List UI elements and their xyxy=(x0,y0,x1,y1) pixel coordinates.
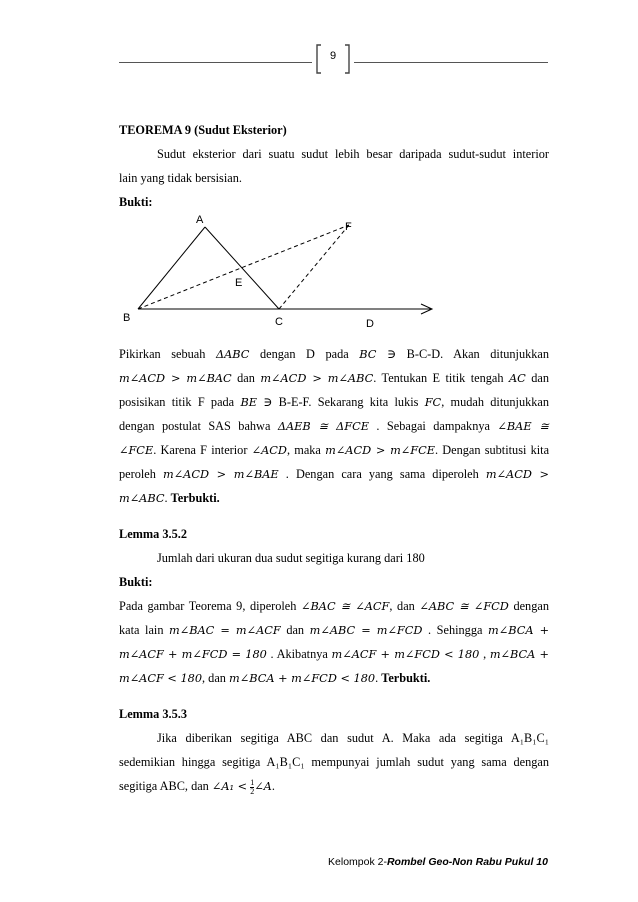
theorem-statement-line-2: lain yang tidak bersisian. xyxy=(119,171,242,185)
page-number: 9 xyxy=(329,50,337,62)
proof-line-1: Pikirkan sebuah ΔABC dengan D pada BC ∋ B-C-D. Akan ditunjukkan xyxy=(119,347,550,361)
lemma-353-line-2: sedemikian hingga segitiga A₁B₁C₁ mempunyai jumlah sudut yang sama dengan xyxy=(119,755,549,769)
theorem-title: TEOREMA 9 (Sudut Eksterior) xyxy=(119,123,287,137)
proof-line-6: peroleh m∠ACD > m∠BAE . Dengan cara yang sama diperoleh m∠ACD > xyxy=(119,467,550,481)
lemma-352-statement: Jumlah dari ukuran dua sudut segitiga kurang dari 180 xyxy=(157,551,425,565)
lemma-353-line-3: segitiga ABC, dan ∠A₁ < $\frac{1}{2}$ ∠A. xyxy=(119,777,275,796)
proof-line-4: dengan postulat SAS bahwa ΔAEB ≅ ΔFCE . Sebagai dampaknya ∠BAE ≅ xyxy=(119,419,549,433)
lemma-353-line-1: Jika diberikan segitiga ABC dan sudut A. Maka ada segitiga A₁B₁C₁ xyxy=(157,731,549,745)
segment-ab xyxy=(138,227,205,309)
segment-bf-dashed xyxy=(138,225,349,309)
lemma-352-line-1: Pada gambar Teorema 9, diperoleh ∠BAC ≅ ∠ACF, dan ∠ABC ≅ ∠FCD dengan xyxy=(119,599,549,613)
one-half-fraction: $\frac{1}{2}$ xyxy=(250,777,255,796)
segment-cf-dashed xyxy=(279,225,349,309)
segment-ac xyxy=(205,227,279,309)
header-rule-left xyxy=(119,62,312,63)
label-e: E xyxy=(235,277,243,289)
proof-line-2: m∠ACD > m∠BAC dan m∠ACD > m∠ABC. Tentukan E titik tengah AC dan xyxy=(119,371,549,385)
label-b: B xyxy=(123,312,131,324)
proof-line-5: ∠FCE. Karena F interior ∠ACD, maka m∠ACD > m∠FCE. Dengan subtitusi kita xyxy=(119,443,550,457)
theorem-statement-line-1: Sudut eksterior dari suatu sudut lebih besar daripada sudut-sudut interior xyxy=(157,147,549,161)
lemma-352-title: Lemma 3.5.2 xyxy=(119,527,187,541)
header-rule-right xyxy=(354,62,548,63)
lemma-352-line-4: m∠ACF < 180, dan m∠BCA + m∠FCD < 180. Terbukti. xyxy=(119,671,431,685)
proof-line-7: m∠ABC. Terbukti. xyxy=(119,491,220,505)
theorem-proof-label: Bukti: xyxy=(119,195,153,209)
label-c: C xyxy=(275,316,283,328)
lemma-352-line-2: kata lain m∠BAC = m∠ACF dan m∠ABC = m∠FCD . Sehingga m∠BCA + xyxy=(119,623,550,637)
proof-line-3: posisikan titik F pada BE ∋ B-E-F. Sekarang kita lukis FC, mudah ditunjukkan xyxy=(119,395,550,409)
lemma-353-title: Lemma 3.5.3 xyxy=(119,707,187,721)
exterior-angle-figure xyxy=(119,210,449,332)
label-a: A xyxy=(196,214,204,226)
lemma-352-proof-label: Bukti: xyxy=(119,575,153,589)
page-footer: Kelompok 2-Rombel Geo-Non Rabu Pukul 10 xyxy=(328,856,548,868)
label-d: D xyxy=(366,318,374,330)
lemma-352-line-3: m∠ACF + m∠FCD = 180 . Akibatnya m∠ACF + m∠FCD < 180 , m∠BCA + xyxy=(119,647,549,661)
label-f: F xyxy=(345,221,352,233)
